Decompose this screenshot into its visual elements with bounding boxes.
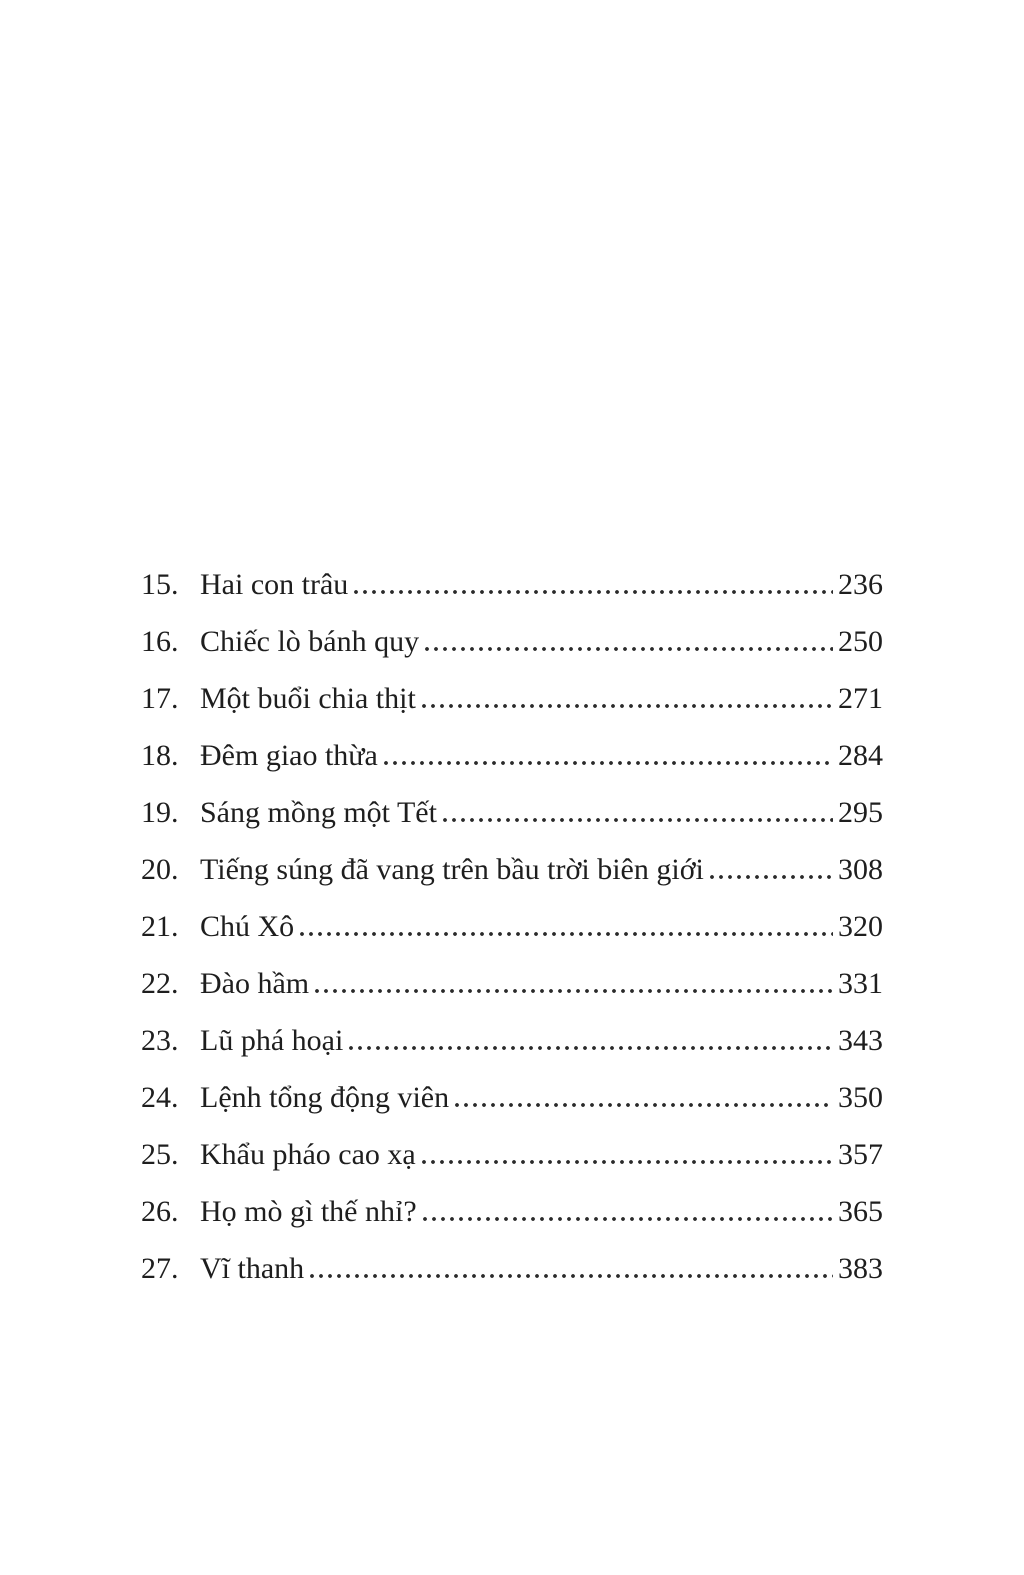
toc-entry-title: Sáng mồng một Tết: [200, 796, 437, 829]
toc-leader-dots: [443, 818, 833, 822]
toc-entry-number: 20.: [141, 853, 179, 886]
toc-list: [141, 556, 883, 1297]
toc-entry: [141, 1183, 883, 1240]
toc-entry-title: Chiếc lò bánh quy: [200, 625, 420, 658]
toc-entry-title: Khẩu pháo cao xạ: [200, 1138, 416, 1171]
toc-leader-dots: [349, 1046, 833, 1050]
toc-entry-page: 236: [838, 568, 883, 601]
toc-entry-page: 357: [838, 1138, 883, 1171]
toc-entry: [141, 784, 883, 841]
toc-entry: [141, 955, 883, 1012]
toc-entry-title: Lũ phá hoại: [200, 1024, 344, 1057]
toc-entry: [141, 1012, 883, 1069]
toc-entry: [141, 1126, 883, 1183]
toc-entry: [141, 898, 883, 955]
toc-entry-number: 19.: [141, 796, 179, 829]
toc-entry: [141, 613, 883, 670]
toc-entry: [141, 1069, 883, 1126]
toc-leader-dots: [422, 704, 833, 708]
toc-leader-dots: [423, 1217, 833, 1221]
toc-entry: [141, 670, 883, 727]
toc-entry-number: 17.: [141, 682, 179, 715]
toc-entry-page: 320: [838, 910, 883, 943]
toc-leader-dots: [422, 1160, 833, 1164]
toc-entry-title: Hai con trâu: [200, 568, 349, 601]
toc-leader-dots: [455, 1103, 833, 1107]
toc-entry-title: Vĩ thanh: [200, 1252, 305, 1285]
toc-entry-title: Đào hầm: [200, 967, 310, 1000]
toc-entry: [141, 841, 883, 898]
toc-entry: [141, 727, 883, 784]
toc-entry-number: 15.: [141, 568, 179, 601]
toc-entry-page: 350: [838, 1081, 883, 1114]
toc-entry: [141, 1240, 883, 1297]
toc-entry-number: 26.: [141, 1195, 179, 1228]
toc-entry-number: 18.: [141, 739, 179, 772]
toc-leader-dots: [310, 1274, 833, 1278]
toc-entry-title: Đêm giao thừa: [200, 739, 378, 772]
toc-entry-page: 250: [838, 625, 883, 658]
toc-entry-title: Họ mò gì thế nhỉ?: [200, 1195, 417, 1228]
toc-entry-title: Lệnh tổng động viên: [200, 1081, 450, 1114]
toc-entry-page: 365: [838, 1195, 883, 1228]
toc-leader-dots: [315, 989, 833, 993]
toc-entry-number: 22.: [141, 967, 179, 1000]
toc-leader-dots: [425, 647, 833, 651]
toc-entry-number: 24.: [141, 1081, 179, 1114]
toc-entry-page: 331: [838, 967, 883, 1000]
toc-entry-title: Một buổi chia thịt: [200, 682, 416, 715]
toc-entry-number: 23.: [141, 1024, 179, 1057]
toc-entry-page: 284: [838, 739, 883, 772]
toc-entry-number: 21.: [141, 910, 179, 943]
toc-entry-number: 25.: [141, 1138, 179, 1171]
toc-leader-dots: [384, 761, 833, 765]
toc-entry-title: Tiếng súng đã vang trên bầu trời biên giới: [200, 853, 704, 886]
toc-leader-dots: [710, 875, 833, 879]
toc-entry-number: 27.: [141, 1252, 179, 1285]
toc-leader-dots: [354, 590, 833, 594]
toc-entry: [141, 556, 883, 613]
toc-entry-page: 343: [838, 1024, 883, 1057]
toc-entry-page: 308: [838, 853, 883, 886]
toc-entry-title: Chú Xô: [200, 910, 295, 943]
toc-entry-number: 16.: [141, 625, 179, 658]
toc-entry-page: 295: [838, 796, 883, 829]
toc-leader-dots: [300, 932, 833, 936]
toc-entry-page: 271: [838, 682, 883, 715]
toc-entry-page: 383: [838, 1252, 883, 1285]
